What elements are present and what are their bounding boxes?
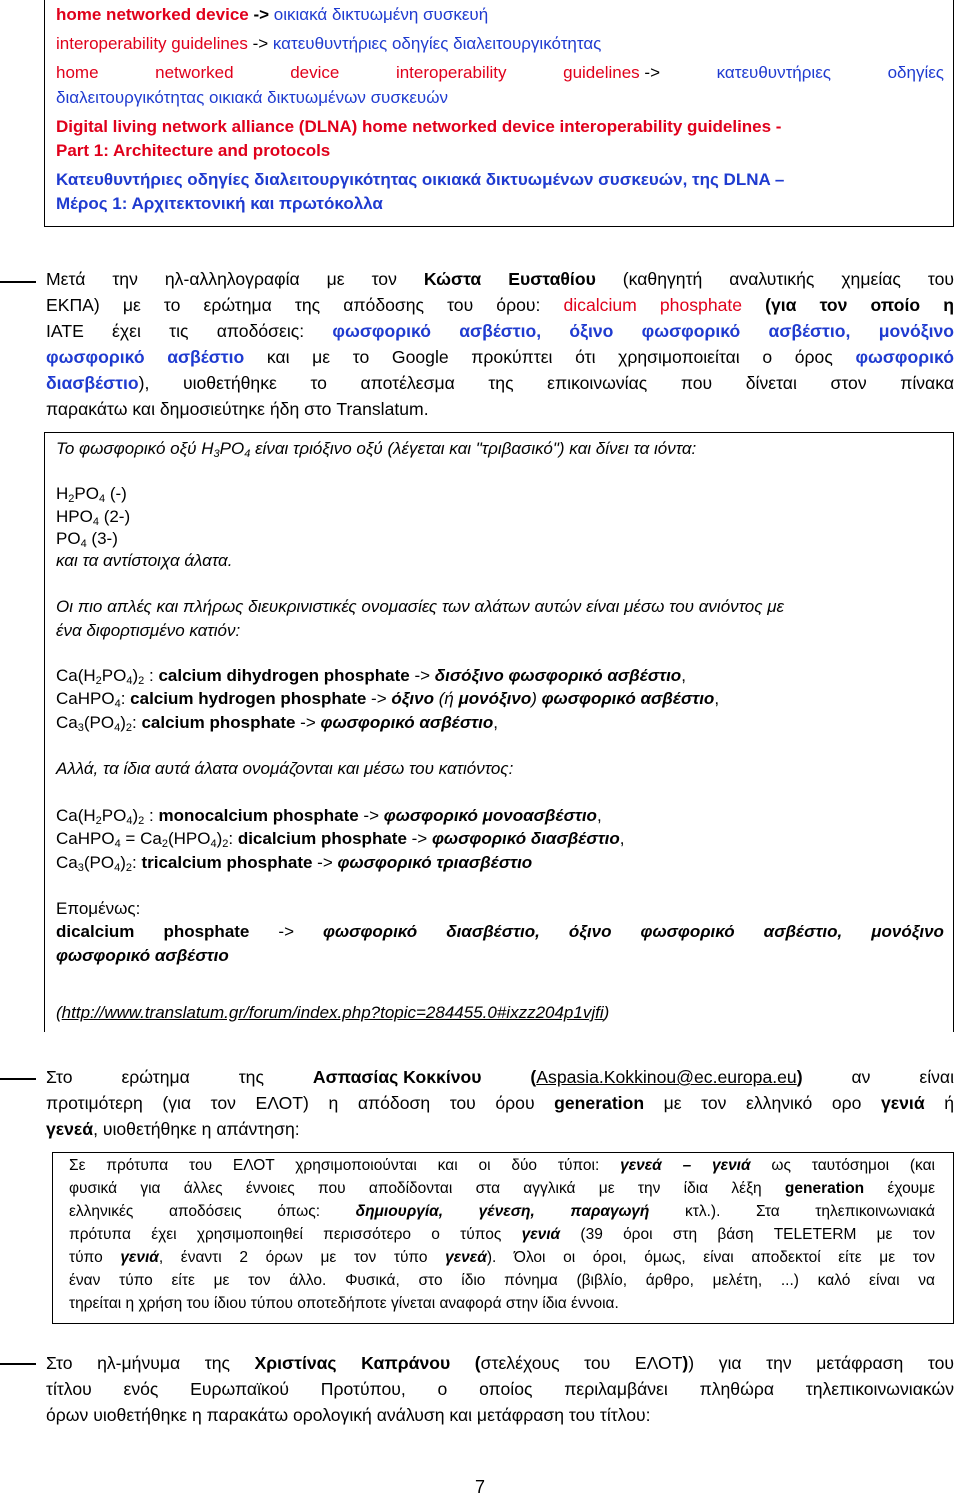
term-line-5: Digital living network alliance (DLNA) home networked device interoperability guidelines - <box>56 117 782 136</box>
simple-names-1: Οι πιο απλές και πλήρως διευκρινιστικές ονομασίες των αλάτων αυτών είναι μέσω του ανιόντος με <box>56 597 785 616</box>
source-link[interactable]: (http://www.translatum.gr/forum/index.php?topic=284455.0#ixzz204p1vjfi) <box>56 1003 610 1022</box>
ion-3: $PO_4$ (3-) <box>56 529 118 550</box>
conclusion-line-2: φωσφορικό ασβέστιο <box>56 946 229 965</box>
anion-line-3: $Ca_3(PO_4)_2$: calcium phosphate -> φωσφορικό ασβέστιο, <box>56 713 498 734</box>
page-number: 7 <box>474 1477 485 1497</box>
cation-intro: Αλλά, τα ίδια αυτά άλατα ονομάζονται και μέσω του κατιόντος: <box>56 759 514 778</box>
salts-line: και τα αντίστοιχα άλατα. <box>56 551 233 570</box>
anion-line-1: $Ca(H_2PO_4)_2$ : calcium dihydrogen phosphate -> δισόξινο φωσφορικό ασβέστιο, <box>56 666 686 687</box>
term-line-3: home networked device interoperability guidelines -> κατευθυντήριες οδηγίες <box>56 63 944 82</box>
term-line-4: διαλειτουργικότητας οικιακά δικτυωμένων συσκευών <box>56 88 448 107</box>
term-line-8: Μέρος 1: Αρχιτεκτονική και πρωτόκολλα <box>56 194 383 213</box>
list-dash <box>0 1078 36 1080</box>
acid-intro: Το φωσφορικό οξύ $H_3PO_4$ είναι τριόξινο οξύ (λέγεται και "τριβασικό") και δίνει τα ιόντα: <box>56 439 697 460</box>
cation-line-1: $Ca(H_2PO_4)_2$ : monocalcium phosphate -> φωσφορικό μονοασβέστιο, <box>56 806 602 827</box>
simple-names-2: ένα διφορτισμένο κατιόν: <box>56 621 241 640</box>
cation-line-2: CaHPO$_4$ = $Ca_2(HPO_4)_2$: dicalcium phosphate -> φωσφορικό διασβέστιο, <box>56 829 625 850</box>
terms-box <box>44 0 954 227</box>
ion-1: $H_2PO_4$ (-) <box>56 484 127 505</box>
elot-answer-box: Σε πρότυπα του ΕΛΟΤ χρησιμοποιούνται και οι δύο τύποι: γενεά – γενιά ως ταυτόσημοι (και φυσικά για άλλες έννοιες που αποδίδονται στα αγγλικά με την ίδια λέξη generation έχουμε ελληνικές αποδόσεις όπως: δημιουργία, γένεση, παραγωγή κτλ.). Στα τηλεπικοινωνιακά πρότυπα έχει χρησιμοποιηθεί περισσότερο ο τύπος γενιά (39 όροι στη βάση TELETERM με τον τύπο γενιά, έναντι 2 όρων με τον τύπο γενεά). Όλοι οι όροι, όμως, είναι αποδεκτοί είτε με τον έναν τύπο είτε με τον άλλο. Φυσικά, στο ίδιο πόνημα (βιβλίο, άρθρο, μελέτη, ...) καλό είναι να τηρείται η χρήση του ίδιου τύπου οποτεδήποτε γίνεται αναφορά στην ίδια έννοια. <box>52 1152 954 1324</box>
term-line-7: Κατευθυντήριες οδηγίες διαλειτουργικότητας οικιακά δικτυωμένων συσκευών, της DLNA – <box>56 170 785 189</box>
therefore-label: Επομένως: <box>56 899 141 918</box>
quoted-answer-box <box>44 432 954 1032</box>
term-line-2: interoperability guidelines -> κατευθυντήριες οδηγίες διαλειτουργικότητας <box>56 34 602 53</box>
list-dash <box>0 281 36 283</box>
term-line-1: home networked device -> οικιακά δικτυωμένη συσκευή <box>56 5 489 24</box>
anion-line-2: CaHPO$_4$: calcium hydrogen phosphate -> όξινο (ή μονόξινο) φωσφορικό ασβέστιο, <box>56 689 720 710</box>
term-line-6: Part 1: Architecture and protocols <box>56 141 331 160</box>
conclusion-line-1: dicalcium phosphate -> φωσφορικό διασβέστιο, όξινο φωσφορικό ασβέστιο, μονόξινο <box>56 922 944 941</box>
list-dash <box>0 1363 36 1365</box>
cation-line-3: $Ca_3(PO_4)_2$: tricalcium phosphate -> φωσφορικό τριασβέστιο <box>56 853 533 874</box>
email-link[interactable]: Aspasia.Kokkinou@ec.europa.eu <box>536 1067 797 1087</box>
ion-2: $HPO_4$ (2-) <box>56 507 131 528</box>
